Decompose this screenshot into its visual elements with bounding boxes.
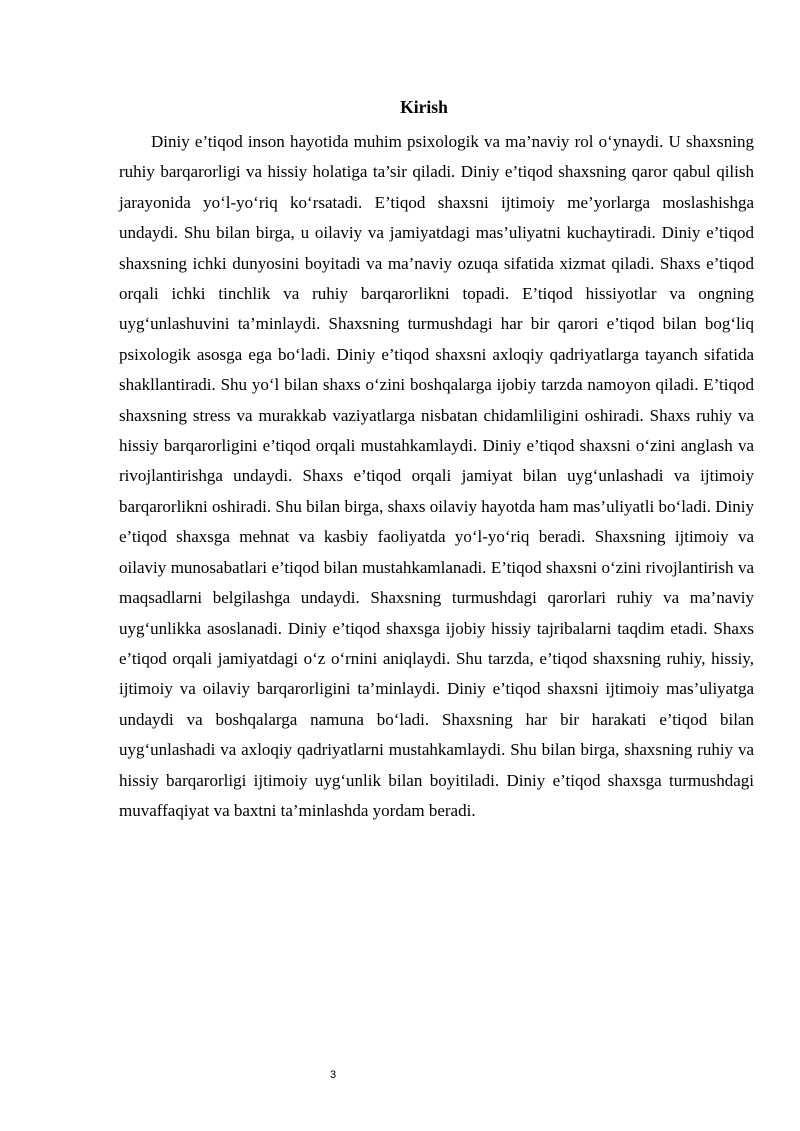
section-title: Kirish [400,97,448,117]
page-number: 3 [329,1069,337,1081]
body-paragraph: Diniy e’tiqod inson hayotida muhim psixologik va ma’naviy rol o‘ynaydi. U shaxsning ruhiy barqarorligi va hissiy holatiga ta’sir qiladi. Diniy e’tiqod shaxsning qaror qabul qilish jarayonida yo‘l-yo‘riq ko‘rsatadi. E’tiqod shaxsni ijtimoiy me’yorlarga moslashishga undaydi. Shu bilan birga, u oilaviy va jamiyatdagi mas’uliyatni kuchaytiradi. Diniy e’tiqod shaxsning ichki dunyosini boyitadi va ma’naviy ozuqa sifatida xizmat qiladi. Shaxs e’tiqod orqali ichki tinchlik va ruhiy barqarorlikni topadi. E’tiqod hissiyotlar va ongning uyg‘unlashuvini ta’minlaydi. Shaxsning turmushdagi har bir qarori e’tiqod bilan bog‘liq psixologik asosga ega bo‘ladi. Diniy e’tiqod shaxsni axloqiy qadriyatlarga tayanch sifatida shakllantiradi. Shu yo‘l bilan shaxs o‘zini boshqalarga ijobiy tarzda namoyon qiladi. E’tiqod shaxsning stress va murakkab vaziyatlarga nisbatan chidamliligini oshiradi. Shaxs ruhiy va hissiy barqarorligini e’tiqod orqali mustahkamlaydi. Diniy e’tiqod shaxsni o‘zini anglash va rivojlantirishga undaydi. Shaxs e’tiqod orqali jamiyat bilan uyg‘unlashadi va ijtimoiy barqarorlikni oshiradi. Shu bilan birga, shaxs oilaviy hayotda ham mas’uliyatli bo‘ladi. Diniy e’tiqod shaxsga mehnat va kasbiy faoliyatda yo‘l-yo‘riq beradi. Shaxsning ijtimoiy va oilaviy munosabatlari e’tiqod bilan mustahkamlanadi. E’tiqod shaxsni o‘zini rivojlantirish va maqsadlarni belgilashga undaydi. Shaxsning turmushdagi qarorlari ruhiy va ma’naviy uyg‘unlikka asoslanadi. Diniy e’tiqod shaxsga ijobiy hissiy tajribalarni taqdim etadi. Shaxs e’tiqod orqali jamiyatdagi o‘z o‘rnini aniqlaydi. Shu tarzda, e’tiqod shaxsning ruhiy, hissiy, ijtimoiy va oilaviy barqarorligini ta’minlaydi. Diniy e’tiqod shaxsni ijtimoiy mas’uliyatga undaydi va boshqalarga namuna bo‘ladi. Shaxsning har bir harakati e’tiqod bilan uyg‘unlashadi va axloqiy qadriyatlarni mustahkamlaydi. Shu bilan birga, shaxsning ruhiy va hissiy barqarorligi ijtimoiy uyg‘unlik bilan boyitiladi. Diniy e’tiqod shaxsga turmushdagi muvaffaqiyat va baxtni ta’minlashda yordam beradi. [119,132,754,820]
